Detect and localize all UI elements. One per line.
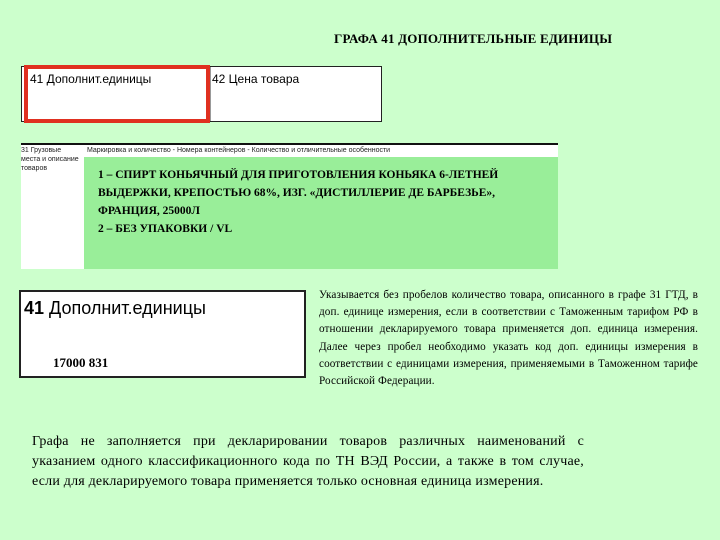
form-fields-41-42 [21,66,382,122]
field-divider [210,67,211,121]
field-31-header: Маркировка и количество - Номера контейнеров - Количество и отличительные особенности [87,147,391,154]
field-31-content [84,157,558,269]
field-41-value: 17000 831 [53,355,109,370]
page-title: ГРАФА 41 ДОПОЛНИТЕЛЬНЫЕ ЕДИНИЦЫ [334,31,613,46]
field-41-number: 41 [24,298,45,318]
goods-line-2: 2 – БЕЗ УПАКОВКИ / VL [98,223,233,235]
field-41-label: 41 Дополнит.единицы [30,72,152,86]
goods-line-1: 1 – СПИРТ КОНЬЯЧНЫЙ ДЛЯ ПРИГОТОВЛЕНИЯ КОНЬЯКА 6-ЛЕТНЕЙ ВЫДЕРЖКИ, КРЕПОСТЬЮ 68%, ИЗГ. «ДИСТИЛЛЕРИЕ ДЕ БАРБЕЗЬЕ», ФРАНЦИЯ, 25000Л [98,169,499,217]
note-paragraph: Графа не заполняется при декларировании товаров различных наименований с указанием одного классификационного кода по ТН ВЭД России, а также в том случае, если для декларируемого товара применяется только основная единица измерения. [32,434,584,489]
field-top-border [21,143,558,145]
field-41-highlight-frame [24,65,210,123]
explanation-paragraph: Указывается без пробелов количество товара, описанного в графе 31 ГТД, в доп. единице измерения, если в соответствии с Таможенным тарифом РФ в отношении декларируемого товара применяется доп. единица измерения. Далее через пробел необходимо указать код доп. единицы измерения в соответствии с единицами измерения, применяемыми в Таможенном тарифе Российской Федерации. [319,289,698,388]
field-31-goods-description [21,143,558,269]
field-42-label: 42 Цена товара [212,72,300,86]
field-41-zoom [19,290,306,378]
field-31-label: 31 Грузовые места и описание товаров [21,147,79,172]
field-41-zoom-label [24,298,206,319]
field-41-name: Дополнит.единицы [49,298,206,318]
